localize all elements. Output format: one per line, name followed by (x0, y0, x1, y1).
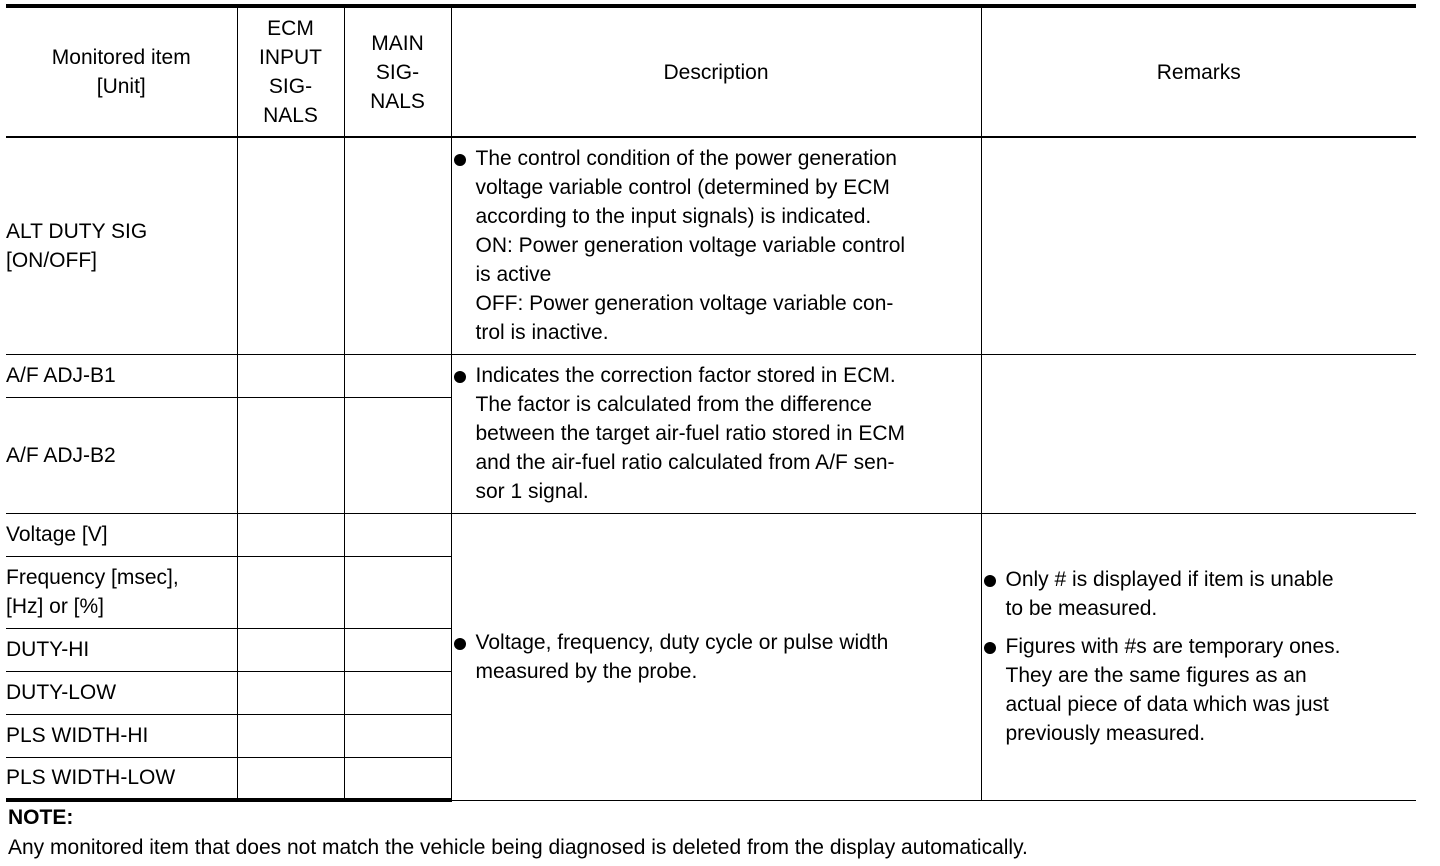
item-duty-hi: DUTY-HI (6, 628, 237, 671)
main-signal-cell (344, 354, 451, 397)
ecm-input-cell (237, 354, 344, 397)
item-af-adj-b2: A/F ADJ-B2 (6, 397, 237, 513)
item-alt-duty-sig: ALT DUTY SIG [ON/OFF] (6, 137, 237, 354)
header-monitored-item: Monitored item [Unit] (6, 6, 237, 137)
item-af-adj-b1: A/F ADJ-B1 (6, 354, 237, 397)
ecm-input-cell (237, 137, 344, 354)
table-row (6, 137, 1416, 354)
main-signal-cell (344, 757, 451, 800)
header-description: Description (451, 6, 981, 137)
ecm-input-cell (237, 513, 344, 556)
remarks-bullet: Figures with #s are temporary ones. They are the same figures as an actual piece of data which was just previously measured. (982, 632, 1417, 748)
description-bullet: Indicates the correction factor stored in ECM. The factor is calculated from the difference between the target air-fuel ratio stored in ECM and the air-fuel ratio calculated from A/F sen- sor 1 signal. (452, 361, 981, 506)
description-probe (451, 513, 981, 800)
ecm-input-cell (237, 556, 344, 628)
main-signal-cell (344, 513, 451, 556)
table-row (6, 354, 1416, 397)
ecm-input-cell (237, 757, 344, 800)
item-frequency: Frequency [msec], [Hz] or [%] (6, 556, 237, 628)
main-signal-cell (344, 671, 451, 714)
item-voltage: Voltage [V] (6, 513, 237, 556)
ecm-input-cell (237, 397, 344, 513)
remarks-bullet: Only # is displayed if item is unable to be measured. (982, 565, 1417, 623)
remarks-af-adj (981, 354, 1416, 513)
table-row (6, 513, 1416, 556)
note-text: Any monitored item that does not match the vehicle being diagnosed is deleted from the display automatically. (8, 836, 1028, 859)
ecm-input-cell (237, 628, 344, 671)
item-pls-width-low: PLS WIDTH-LOW (6, 757, 237, 800)
remarks-probe (981, 513, 1416, 800)
main-signal-cell (344, 397, 451, 513)
item-pls-width-hi: PLS WIDTH-HI (6, 714, 237, 757)
main-signal-cell (344, 556, 451, 628)
remarks-alt-duty (981, 137, 1416, 354)
description-alt-duty (451, 137, 981, 354)
header-remarks: Remarks (981, 6, 1416, 137)
item-duty-low: DUTY-LOW (6, 671, 237, 714)
ecm-input-cell (237, 714, 344, 757)
note-label: NOTE: (8, 806, 74, 829)
note-block (8, 803, 1028, 863)
table-header-row (6, 6, 1416, 137)
main-signal-cell (344, 628, 451, 671)
description-af-adj (451, 354, 981, 513)
ecm-input-cell (237, 671, 344, 714)
main-signal-cell (344, 137, 451, 354)
description-bullet: Voltage, frequency, duty cycle or pulse width measured by the probe. (452, 628, 981, 686)
monitored-items-table (6, 4, 1416, 802)
header-main-signals: MAIN SIG- NALS (344, 6, 451, 137)
main-signal-cell (344, 714, 451, 757)
description-bullet: The control condition of the power generation voltage variable control (determined by ECM according to the input signals) is indicated. ON: Power generation voltage variable control is active OFF: Power generation voltage variable con- trol is inactive. (452, 144, 981, 347)
header-ecm-input-signals: ECM INPUT SIG- NALS (237, 6, 344, 137)
